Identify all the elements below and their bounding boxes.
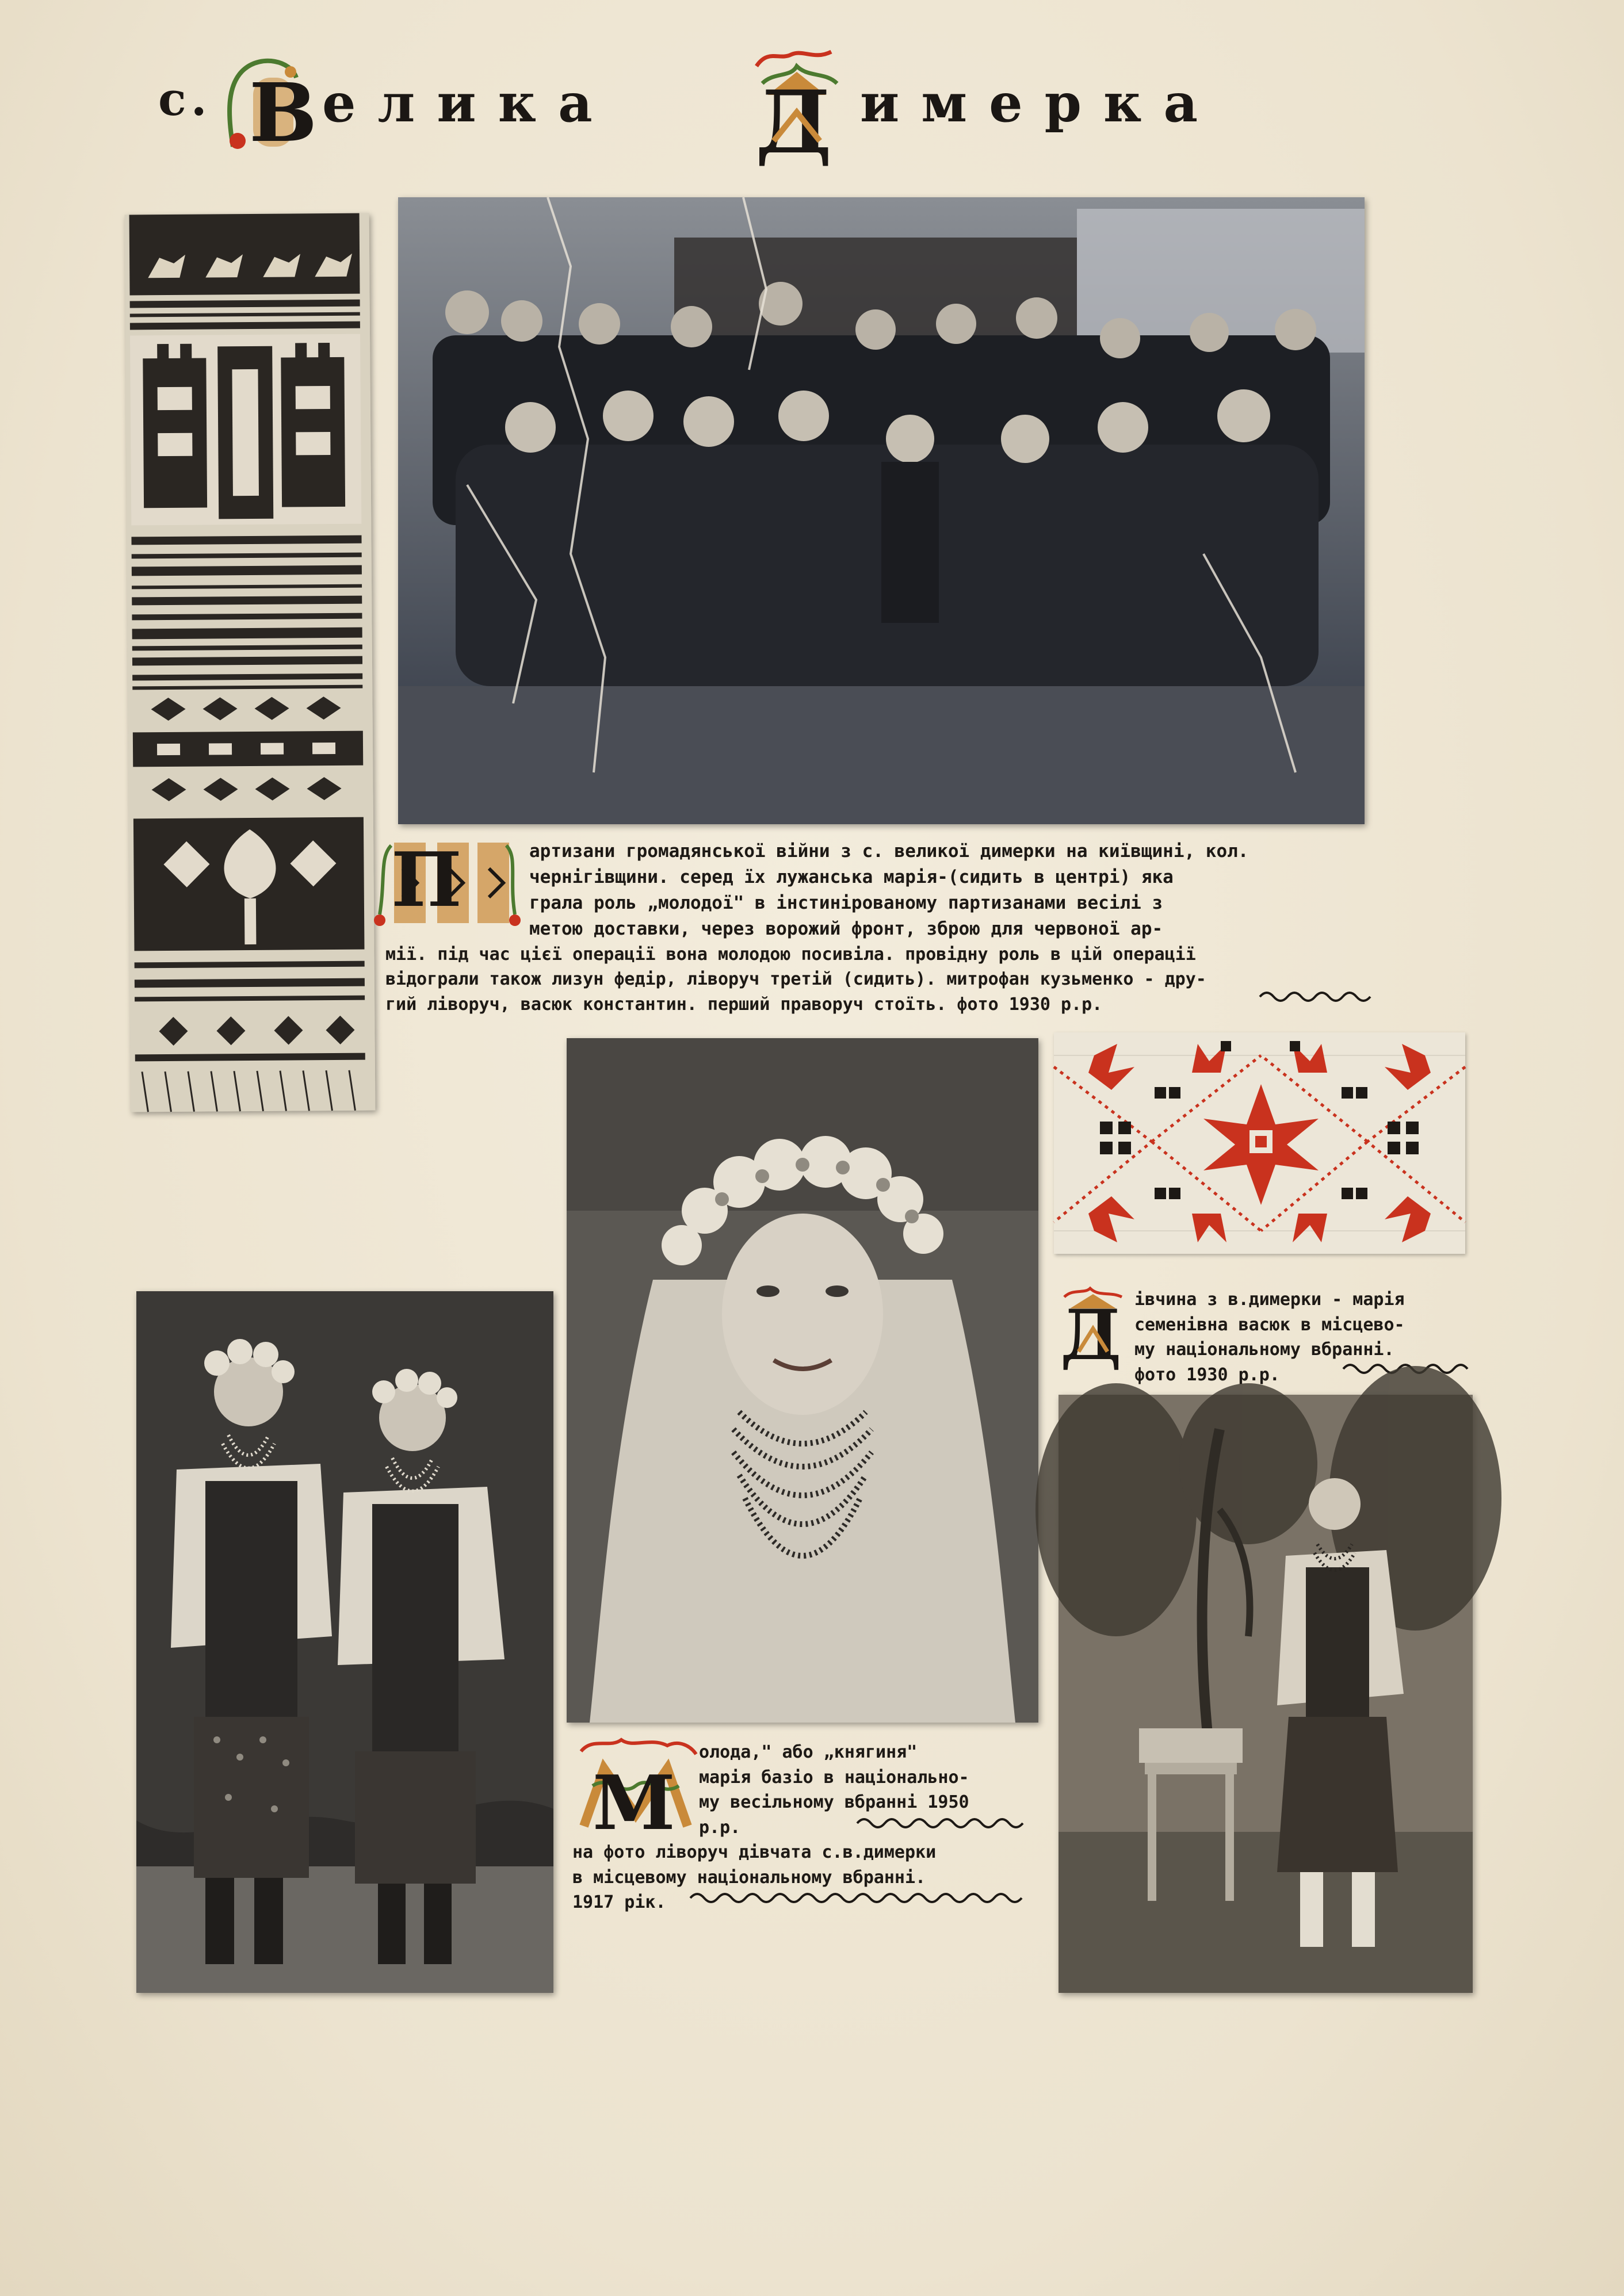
divchyna-initial: Д: [1060, 1295, 1122, 1376]
heading-prefix: с.: [158, 72, 212, 126]
bride-portrait-photo: [567, 1038, 1038, 1723]
wave-flourish: [1260, 988, 1375, 1005]
caption-line: олода," або „княгиня": [699, 1742, 918, 1762]
partisans-initial: П: [391, 836, 462, 924]
caption-line: му національному вбранні.: [1134, 1340, 1394, 1360]
caption-line: метою доставки, через ворожий фронт, зброю для червоної ар-: [529, 918, 1163, 939]
caption-line: артизани громадянської війни з с. великої димерки на київщині, кол.: [529, 841, 1249, 862]
caption-line: в місцевому національному вбранні.: [572, 1867, 926, 1888]
caption-line: 1917 рік.: [572, 1892, 666, 1912]
caption-line: чернігівщини. серед їх лужанська марія-(сидить в центрі) яка: [529, 866, 1174, 887]
caption-line: на фото ліворуч дівчата с.в.димерки: [572, 1842, 937, 1862]
caption-line: івчина з в.димерки - марія: [1134, 1289, 1405, 1310]
woman-garden-photo: [1059, 1395, 1473, 1993]
caption-line: му весільному вбранні 1950: [699, 1792, 969, 1812]
heading-cap-v: В: [249, 66, 318, 160]
ornamental-initial-m: [570, 1734, 702, 1847]
page-heading: [155, 55, 1381, 173]
caption-line: семенівна васюк в місцево-: [1134, 1314, 1405, 1335]
heading-word2: имерка: [860, 72, 1220, 134]
ornamental-initial-p: [368, 834, 529, 929]
caption-line: фото 1930 р.р.: [1134, 1364, 1280, 1385]
caption-line: марія базіо в національно-: [699, 1767, 969, 1788]
caption-line: мії. під час цієї операції вона молодою посивіла. провідну роль в цій операції: [385, 944, 1196, 965]
bride-initial: М: [593, 1759, 675, 1847]
two-girls-photo: [136, 1291, 553, 1993]
ornamental-initial-d-small: [1056, 1285, 1130, 1376]
heading-cap-d: Д: [755, 72, 832, 173]
embroidery-sample: [1054, 1032, 1465, 1254]
caption-line: р.р.: [699, 1817, 741, 1838]
caption-line: відограли також лизун федір, ліворуч третій (сидить). митрофан кузьменко - дру-: [385, 969, 1206, 990]
ornamental-initial-d: [745, 49, 849, 173]
heading-word1: елика: [322, 72, 614, 134]
caption-line: гий ліворуч, васюк константин. перший праворуч стоїть. фото 1930 р.р.: [385, 994, 1103, 1015]
partisans-caption: [385, 839, 1249, 1017]
caption-line: грала роль „молодої" в інстинірованому партизанами весілі з: [529, 892, 1163, 913]
ornamental-initial-v: [221, 55, 318, 160]
wave-flourish: [690, 1889, 1030, 1907]
woven-towel-photo: [125, 213, 376, 1112]
wave-flourish: [857, 1815, 1030, 1832]
partisans-group-photo: [398, 197, 1365, 824]
